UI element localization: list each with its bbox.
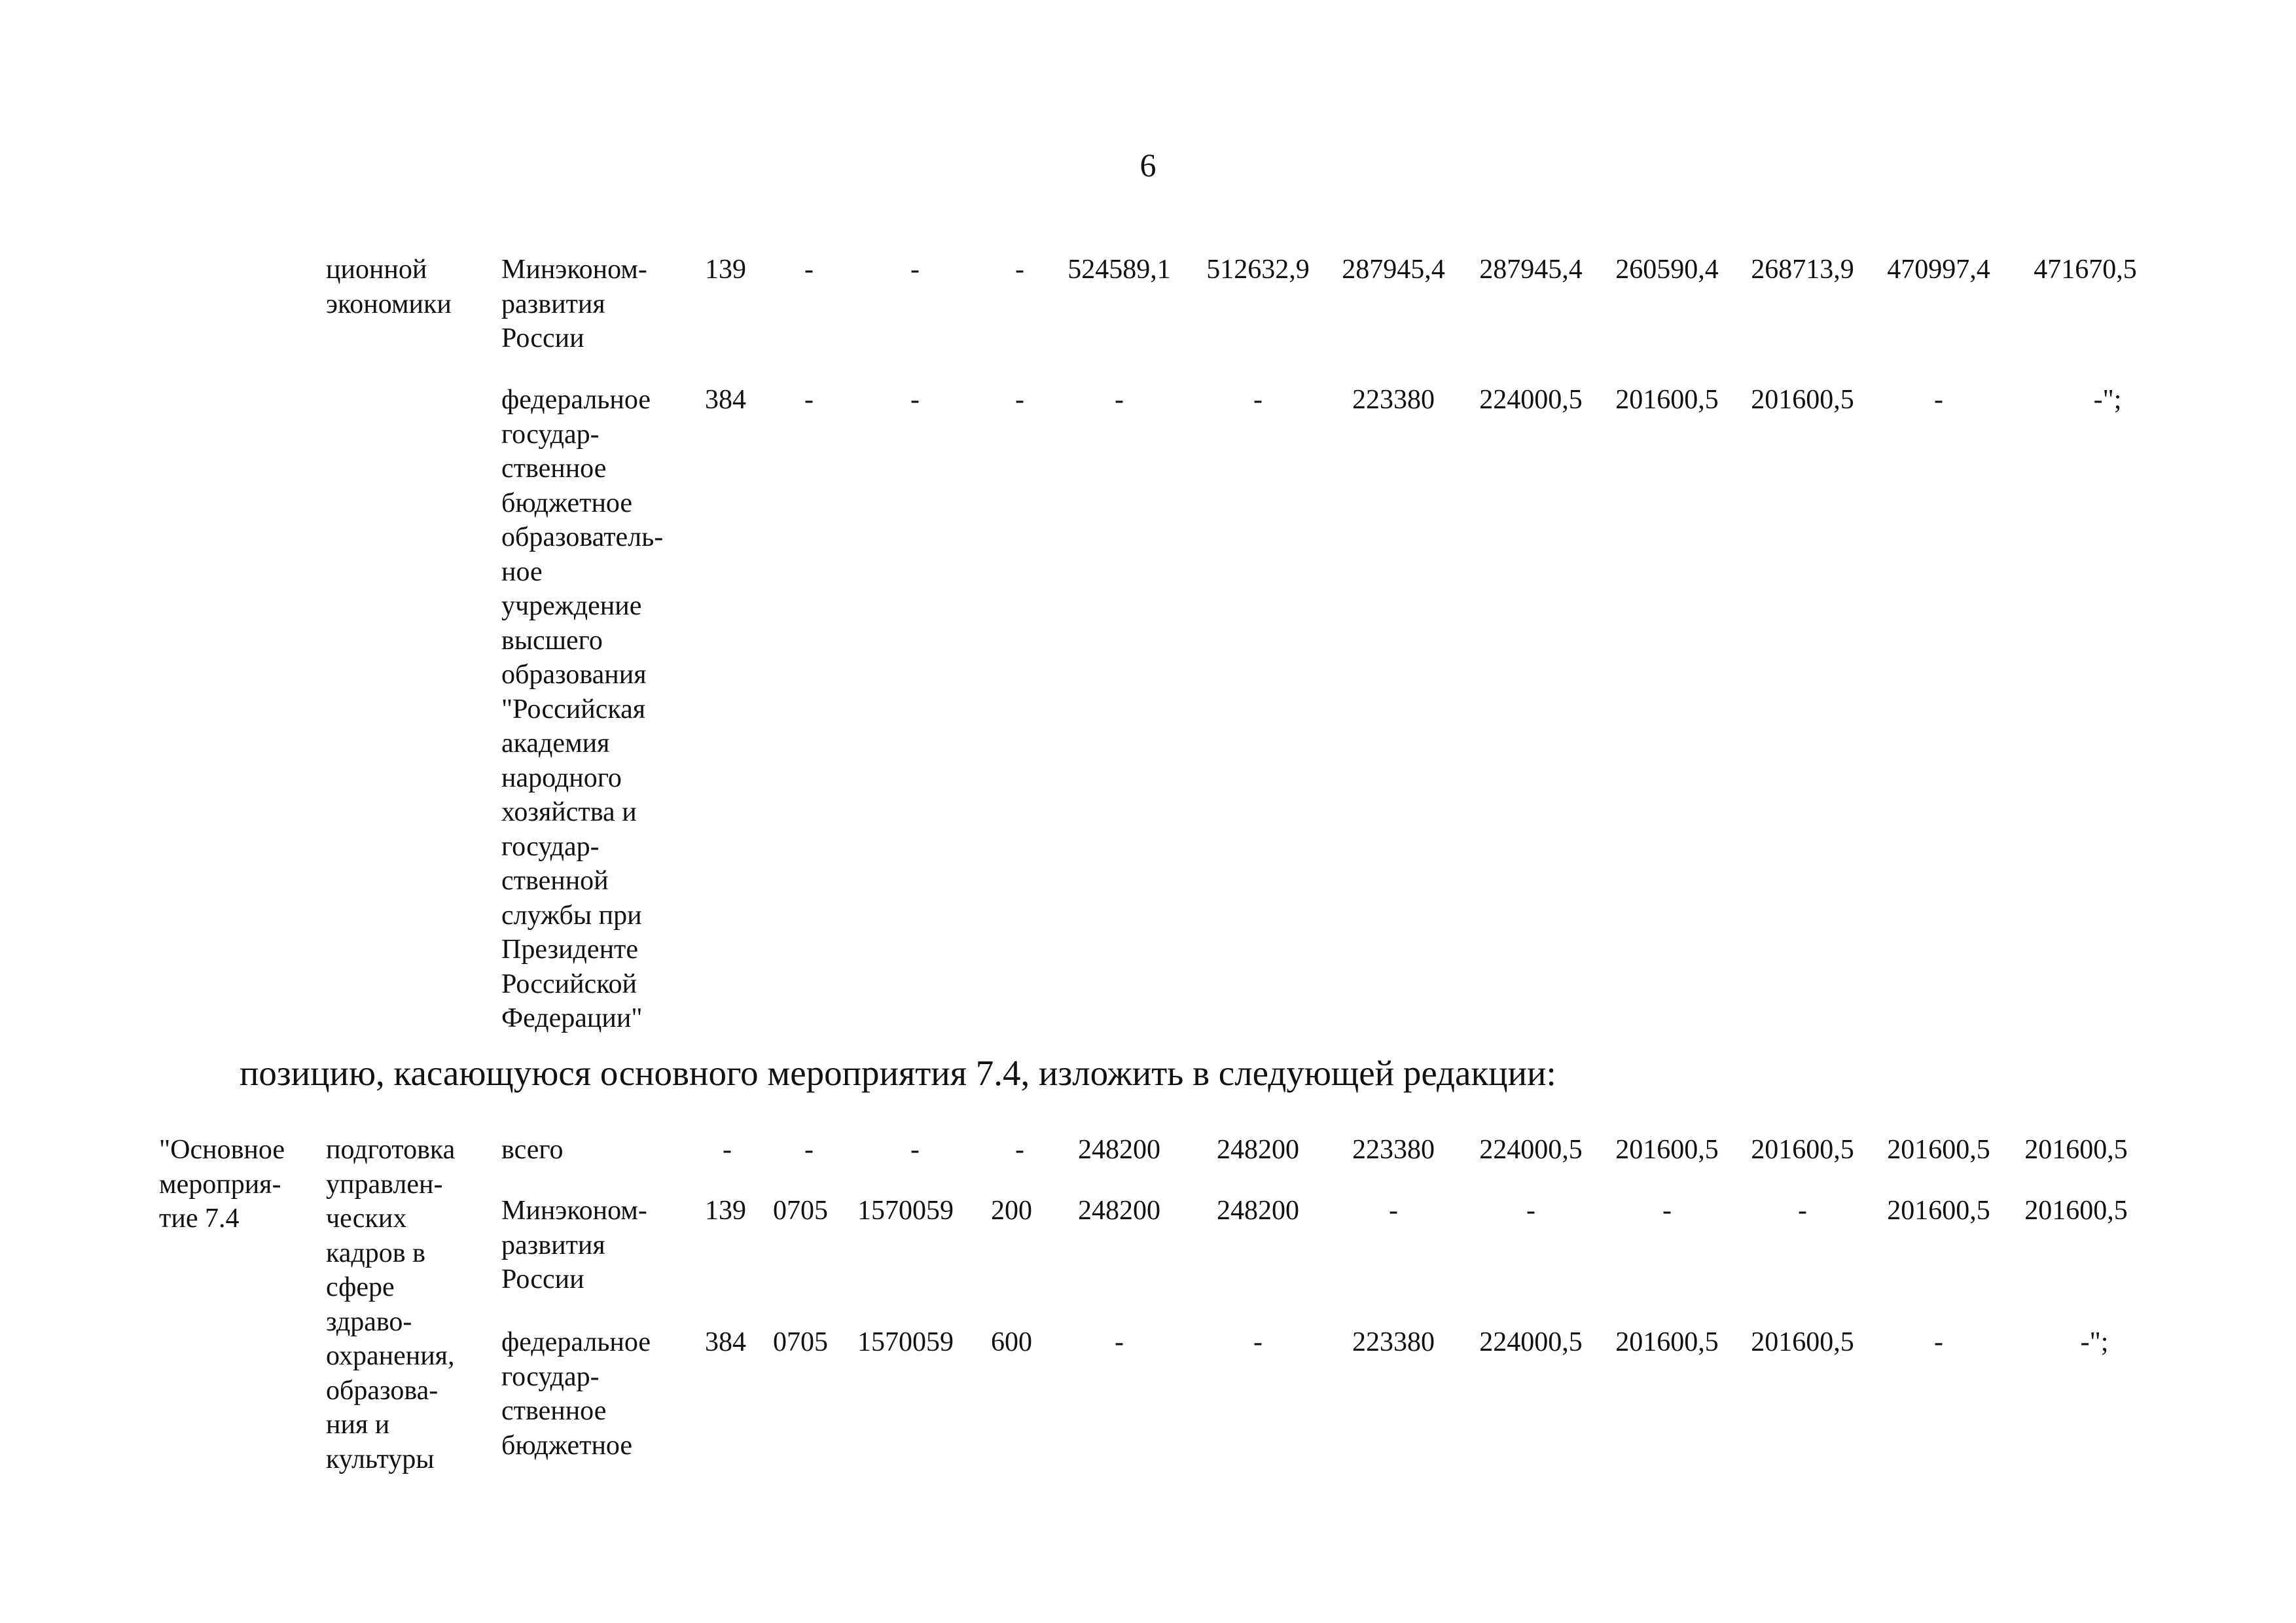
cell-text: ственное [501,454,607,484]
t1-r2-v5: - [1253,385,1263,415]
t1-r1-v2: - [910,255,920,285]
page-number: 6 [1139,147,1157,183]
cell-text: Минэконом- [501,255,647,285]
t1-r2-v10: - [1934,385,1943,415]
cell-text: ния и [326,1410,390,1440]
t1-r2-v2: - [910,385,920,415]
t1-r1-v3: - [1015,255,1024,285]
t2-r2-v5: 248200 [1217,1196,1299,1226]
t2-r3-v11: -"; [2080,1327,2109,1357]
cell-text: экономики [326,289,452,319]
t1-r1-v7: 287945,4 [1479,255,1583,285]
t1-r2-v7: 224000,5 [1479,385,1583,415]
t1-r2-v1: - [804,385,814,415]
t2-r1-v1: - [804,1135,814,1165]
cell-text: государ- [501,831,600,862]
t2-r1-v9: 201600,5 [1751,1135,1854,1165]
cell-text: академия [501,728,610,758]
t1-r1-v9: 268713,9 [1751,255,1854,285]
cell-text: России [501,1264,584,1294]
t1-r1-v10: 470997,4 [1887,255,1990,285]
t1-r2-v3: - [1015,385,1024,415]
t2-r3-v5: - [1253,1327,1263,1357]
cell-text: ционной [326,255,427,285]
cell-text: народного [501,762,622,793]
t2-col1 [159,1133,285,1236]
t2-r3-v9: 201600,5 [1751,1327,1854,1357]
t1-r2-v8: 201600,5 [1615,385,1719,415]
cell-text: государ- [501,1361,600,1392]
t2-r1-v3: - [1015,1135,1024,1165]
t1-row1-col3 [501,253,647,356]
cell-text: федеральное [501,385,651,415]
t2-r2-v1: 0705 [773,1196,828,1226]
cell-text: "Российская [501,694,646,724]
t1-r2-v4: - [1115,385,1124,415]
cell-text: государ- [501,419,600,450]
cell-text: подготовка [326,1135,456,1165]
t2-r1-v6: 223380 [1352,1135,1435,1165]
cell-text: Российской [501,969,637,999]
t2-row2-col3 [501,1194,647,1297]
t2-row3-col3 [501,1325,651,1463]
cell-text: ческих [326,1204,407,1234]
t2-r3-v3: 600 [991,1327,1032,1357]
cell-text: хозяйства и [501,797,637,827]
t1-r1-v1: - [804,255,814,285]
t2-r1-v11: 201600,5 [2024,1135,2128,1165]
t1-r1-v11: 471670,5 [2034,255,2137,285]
cell-text: тие 7.4 [159,1204,240,1234]
cell-text: бюджетное [501,1430,633,1461]
t2-r2-v3: 200 [991,1196,1032,1226]
cell-text: развития [501,1230,605,1260]
t2-r2-v9: - [1798,1196,1807,1226]
t2-r2-v2: 1570059 [857,1196,954,1226]
t2-r3-v7: 224000,5 [1479,1327,1583,1357]
cell-text: России [501,323,584,353]
cell-text: службы при [501,900,642,931]
t2-r1-v8: 201600,5 [1615,1135,1719,1165]
cell-text: ственной [501,866,609,896]
t1-r1-v5: 512632,9 [1206,255,1310,285]
cell-text: ственное [501,1396,607,1426]
cell-text: учреждение [501,591,642,621]
t2-r1-v0: - [723,1135,732,1165]
t2-r1-v4: 248200 [1078,1135,1160,1165]
cell-text: культуры [326,1444,435,1474]
t1-r1-v6: 287945,4 [1342,255,1445,285]
cell-text: бюджетное [501,488,633,518]
instruction-paragraph: позицию, касающуюся основного мероприятия 7.4, изложить в следующей редакции: [240,1053,1556,1093]
t2-r2-v10: 201600,5 [1887,1196,1990,1226]
cell-text: ное [501,556,543,587]
t2-r1-v10: 201600,5 [1887,1135,1990,1165]
cell-text: образова- [326,1375,439,1406]
t2-r2-v4: 248200 [1078,1196,1160,1226]
cell-text: мероприя- [159,1169,281,1200]
cell-text: "Основное [159,1135,285,1165]
t2-r3-v8: 201600,5 [1615,1327,1719,1357]
t2-col2 [326,1133,455,1476]
t2-r3-v0: 384 [705,1327,746,1357]
cell-text: Минэконом- [501,1196,647,1226]
t2-r1-v7: 224000,5 [1479,1135,1583,1165]
cell-text: развития [501,289,605,319]
t2-r3-v10: - [1934,1327,1943,1357]
t2-r3-v2: 1570059 [857,1327,954,1357]
t2-r3-v4: - [1115,1327,1124,1357]
cell-text: управлен- [326,1169,443,1200]
cell-text: всего [501,1135,564,1165]
t1-row2-col3 [501,383,663,1036]
t1-r1-v0: 139 [705,255,746,285]
t2-r3-v1: 0705 [773,1327,828,1357]
cell-text: кадров в [326,1238,425,1268]
t2-r2-v8: - [1662,1196,1672,1226]
cell-text: охранения, [326,1341,455,1371]
t1-r1-v4: 524589,1 [1067,255,1171,285]
t2-r2-v0: 139 [705,1196,746,1226]
cell-text: образователь- [501,522,664,552]
t1-r2-v0: 384 [705,385,746,415]
t2-r2-v11: 201600,5 [2024,1196,2128,1226]
cell-text: высшего [501,625,603,656]
t1-r1-v8: 260590,4 [1615,255,1719,285]
t1-row1-col2 [326,253,452,321]
cell-text: федеральное [501,1327,651,1357]
t2-row1-col3 [501,1133,564,1168]
t1-r2-v11: -"; [2093,385,2122,415]
cell-text: сфере [326,1272,395,1302]
t2-r1-v5: 248200 [1217,1135,1299,1165]
cell-text: Президенте [501,935,639,965]
t2-r2-v7: - [1526,1196,1535,1226]
cell-text: здраво- [326,1306,412,1337]
t2-r1-v2: - [910,1135,920,1165]
cell-text: Федерации" [501,1003,643,1033]
t2-r2-v6: - [1389,1196,1398,1226]
t1-r2-v6: 223380 [1352,385,1435,415]
t1-r2-v9: 201600,5 [1751,385,1854,415]
cell-text: образования [501,660,647,690]
t2-r3-v6: 223380 [1352,1327,1435,1357]
